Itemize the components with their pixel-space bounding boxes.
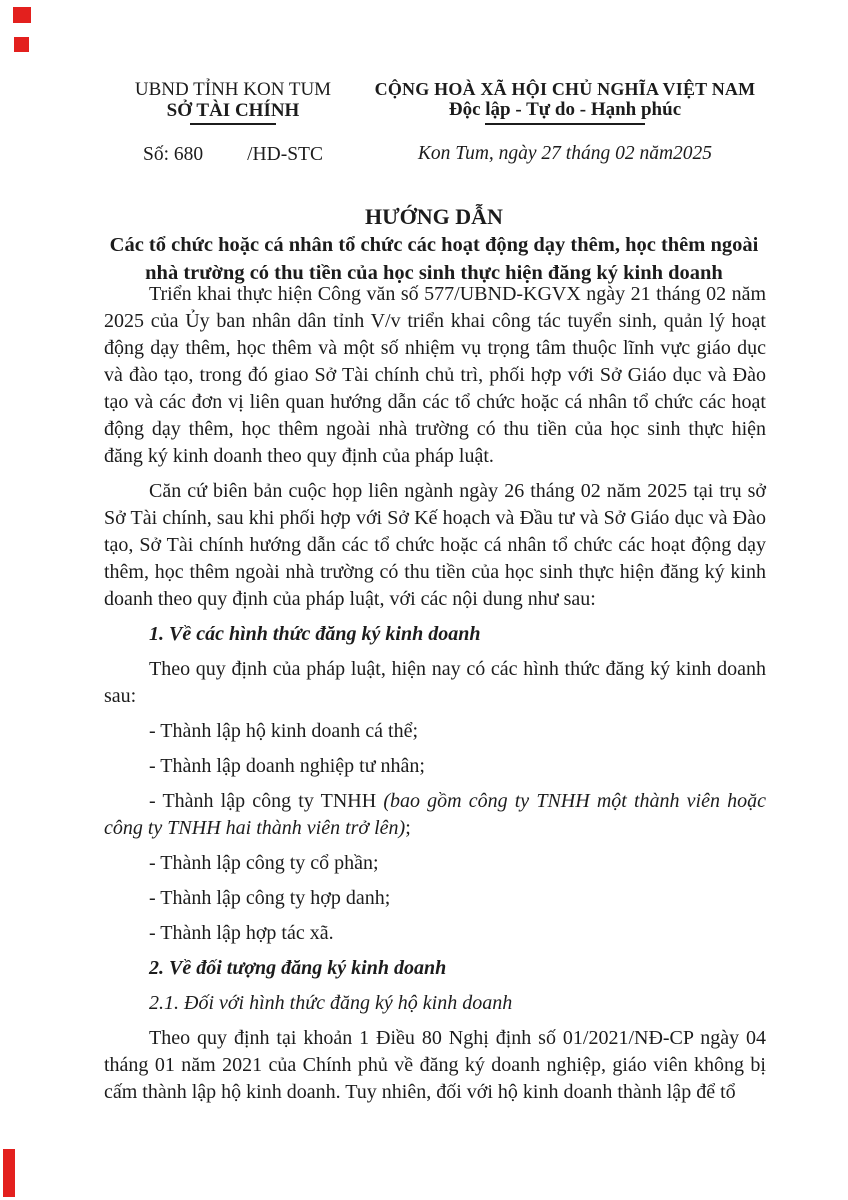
red-stamp-mark-bottom bbox=[3, 1149, 15, 1197]
section-2-heading: 2. Về đối tượng đăng ký kinh doanh bbox=[149, 957, 447, 979]
paragraph-2: Căn cứ biên bản cuộc họp liên ngành ngày 26 tháng 02 năm 2025 tại trụ sở Sở Tài chính, sau khi phối hợp với Sở Kế hoạch và Đầu tư và Sở Giáo dục và Đào tạo, Sở Tài chính hướng dẫn các tổ chức hoặc cá nhân tổ chức các hoạt động dạy thêm, học thêm ngoài nhà trường có thu tiền của học sinh thực hiện đăng ký kinh doanh theo quy định của pháp luật, với các nội dung như sau: bbox=[104, 480, 766, 610]
document-number: Số: 680 bbox=[143, 144, 204, 165]
paragraph-1: Triển khai thực hiện Công văn số 577/UBND-KGVX ngày 21 tháng 02 năm 2025 của Ủy ban nhân dân tỉnh V/v triển khai công tác tuyển sinh, quản lý hoạt động dạy thêm, học thêm và một số nhiệm vụ trọng tâm thuộc lĩnh vực giáo dục và đào tạo, trong đó giao Sở Tài chính chủ trì, phối hợp với Sở Giáo dục và Đào tạo và các đơn vị liên quan hướng dẫn các tổ chức hoặc cá nhân tổ chức các hoạt động dạy thêm, học thêm ngoài nhà trường có thu tiền của học sinh thực hiện đăng ký kinh doanh theo quy định của pháp luật. bbox=[104, 283, 766, 467]
agency-underline bbox=[190, 123, 276, 125]
motto-underline bbox=[485, 123, 645, 125]
list-item-3-terminator: ; bbox=[405, 817, 411, 839]
issuing-agency-block bbox=[103, 79, 363, 166]
document-number-suffix: /HD-STC bbox=[247, 144, 323, 165]
document-subtitle-line1: Các tổ chức hoặc cá nhân tổ chức các hoạt động dạy thêm, học thêm ngoài bbox=[109, 234, 759, 256]
document-subtitle bbox=[94, 231, 774, 287]
place-date-line: Kon Tum, ngày 27 tháng 02 năm2025 bbox=[417, 143, 713, 164]
document-title-block bbox=[94, 204, 774, 287]
document-body bbox=[104, 281, 766, 1106]
red-stamp-mark-top-1 bbox=[13, 7, 31, 23]
section-2-1-heading: 2.1. Đối với hình thức đăng ký hộ kinh doanh bbox=[149, 992, 513, 1014]
list-item-3 bbox=[104, 788, 766, 842]
list-item-2: - Thành lập doanh nghiệp tư nhân; bbox=[149, 755, 425, 777]
document-number-row bbox=[103, 144, 363, 166]
list-item-1: - Thành lập hộ kinh doanh cá thể; bbox=[149, 720, 419, 742]
national-title: CỘNG HOÀ XÃ HỘI CHỦ NGHĨA VIỆT NAM bbox=[374, 79, 756, 99]
list-item-3-text: - Thành lập công ty TNHH bbox=[149, 790, 384, 812]
national-header-block bbox=[363, 79, 767, 165]
parent-agency-name: UBND TỈNH KON TUM bbox=[134, 79, 332, 100]
list-item-6: - Thành lập hợp tác xã. bbox=[149, 922, 334, 944]
list-item-4: - Thành lập công ty cổ phần; bbox=[149, 852, 379, 874]
section-1-heading: 1. Về các hình thức đăng ký kinh doanh bbox=[149, 623, 481, 645]
paragraph-4: Theo quy định tại khoản 1 Điều 80 Nghị định số 01/2021/NĐ-CP ngày 04 tháng 01 năm 2021 của Chính phủ về đăng ký doanh nghiệp, giáo viên không bị cấm thành lập hộ kinh doanh. Tuy nhiên, đối với hộ kinh doanh thành lập để tổ bbox=[104, 1027, 766, 1103]
national-motto: Độc lập - Tự do - Hạnh phúc bbox=[448, 99, 682, 120]
list-item-3-italic-note: (bao gồm công ty TNHH một thành viên hoặc công ty TNHH hai thành viên trở lên) bbox=[104, 790, 766, 839]
document-title: HƯỚNG DẪN bbox=[365, 204, 503, 229]
agency-name: SỞ TÀI CHÍNH bbox=[166, 100, 300, 121]
list-item-5: - Thành lập công ty hợp danh; bbox=[149, 887, 391, 909]
paragraph-3: Theo quy định của pháp luật, hiện nay có các hình thức đăng ký kinh doanh sau: bbox=[104, 658, 766, 707]
red-stamp-mark-top-2 bbox=[14, 37, 29, 52]
document-subtitle-line2: nhà trường có thu tiền của học sinh thực hiện đăng ký kinh doanh bbox=[145, 262, 723, 284]
